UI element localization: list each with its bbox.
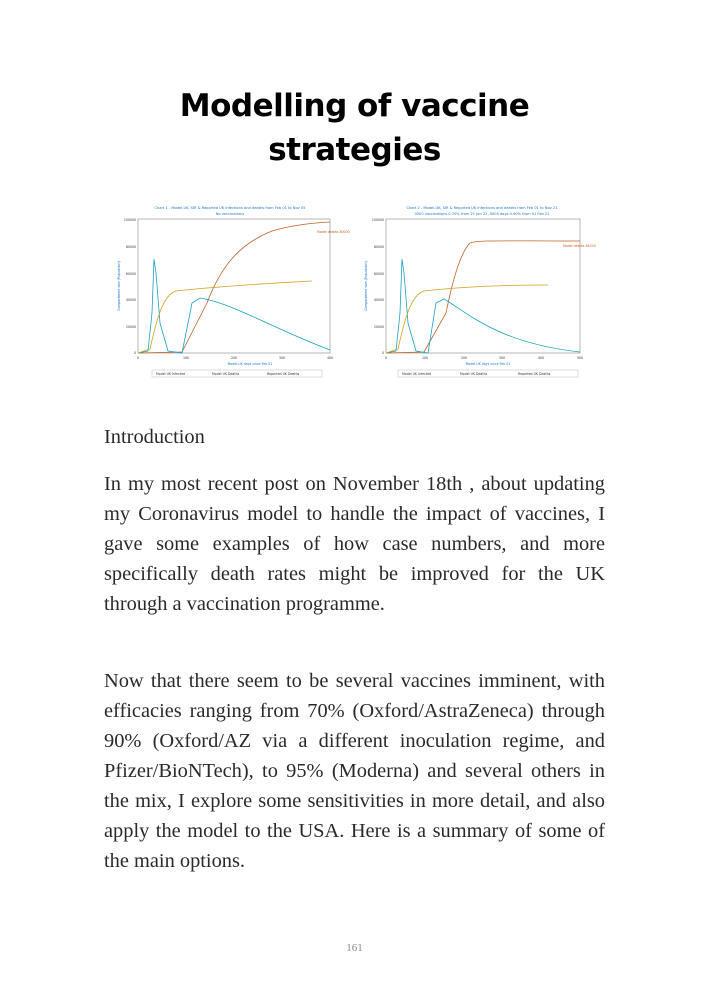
chart-right-ytick: 60000	[373, 272, 384, 276]
chart-right-y-ticks	[372, 218, 384, 355]
chart-right-xtick: 300	[498, 356, 506, 360]
page-number: 161	[346, 942, 363, 954]
body-paragraph: Now that there seem to be several vaccines imminent, with efficacies ranging from 70% (Oxford/AstraZeneca) through 90% (Oxford/AZ via a different inoculation regime, and Pfizer/BioNTech), to 95% (Moderna) and several others in the mix, I explore some sensitivities in more detail, and also apply the model to the USA. Here is a summary of some of the main options.	[104, 670, 605, 872]
chart-left-xlabel: Model-UK days since Feb 01	[227, 362, 273, 366]
chart-left-xtick: 100	[182, 356, 190, 360]
chart-left-legend-item: Model UK Deaths	[212, 372, 240, 376]
chart-left-legend-item: Reported UK Deaths	[267, 372, 300, 376]
chart-right-title: Chart 2 - Model-UK, SIR & Reported UK Infections and deaths from Feb 01 to Nov 21	[406, 206, 558, 210]
chart-left-xtick: 200	[230, 356, 238, 360]
chart-right-legend-item: Model UK Deaths	[460, 372, 488, 376]
chart-right-xtick: 100	[421, 356, 429, 360]
chart-left-ytick: 0	[133, 351, 136, 355]
chart-right-xtick: 200	[460, 356, 468, 360]
chart-left-annotation: Model deaths 80000	[317, 230, 350, 234]
chart-left-ytick: 100000	[123, 218, 136, 222]
chart-right-ytick: 80000	[373, 245, 384, 249]
chart-left-ytick: 40000	[125, 298, 136, 302]
section-heading: Introduction	[104, 426, 205, 448]
chart-left-subtitle: No vaccinations	[215, 212, 245, 216]
chart-right-xtick: 500	[576, 356, 584, 360]
chart-right-xtick: 0	[384, 356, 388, 360]
chart-left-xtick: 400	[326, 356, 334, 360]
chart-left-ytick: 60000	[125, 272, 136, 276]
chart-left-xtick: 300	[278, 356, 286, 360]
chart-left	[112, 203, 350, 379]
chart-left-xtick: 0	[136, 356, 140, 360]
chart-left-x-ticks	[137, 356, 333, 360]
chart-right-ytick: 0	[381, 351, 384, 355]
chart-right-legend-item: Reported UK Deaths	[518, 372, 551, 376]
chart-right-annotation: Model deaths 64100	[563, 244, 596, 248]
chart-left-ytick: 20000	[125, 325, 136, 329]
chart-right	[358, 203, 607, 379]
chart-right-xtick: 400	[537, 356, 545, 360]
chart-left-y-ticks	[124, 218, 136, 355]
chart-right-ytick: 40000	[373, 298, 384, 302]
figure-vaccine-charts	[112, 203, 607, 379]
chart-right-ytick: 20000	[373, 325, 384, 329]
chart-right-subtitle: 0000 vaccinations 0.70% from 21 Jan 21, 0000 days 0.90% from 01 Feb 21	[414, 212, 550, 216]
chart-left-legend-item: Model UK Infected	[156, 372, 186, 376]
page-title: Modelling of vaccine strategies	[179, 88, 530, 168]
chart-left-ytick: 80000	[125, 245, 136, 249]
chart-right-legend-item: Model UK Infected	[402, 372, 432, 376]
chart-right-xlabel: Model-UK days since Feb 01	[465, 362, 511, 366]
chart-right-ytick: 100000	[371, 218, 384, 222]
body-paragraph: In my most recent post on November 18th , about updating my Coronavirus model to handle the impact of vaccines, I gave some examples of how case numbers, and more specifically death rates might be improved for the UK through a vaccination programme.	[104, 473, 605, 615]
chart-right-x-ticks	[385, 356, 583, 360]
chart-right-ylabel: Compartment size (Population)	[364, 261, 368, 311]
chart-left-title: Chart 1 - Model-UK, SIR & Reported UK Infections and deaths from Feb 01 to Nov 05	[154, 206, 306, 210]
chart-left-ylabel: Compartment size (Population)	[117, 261, 121, 311]
